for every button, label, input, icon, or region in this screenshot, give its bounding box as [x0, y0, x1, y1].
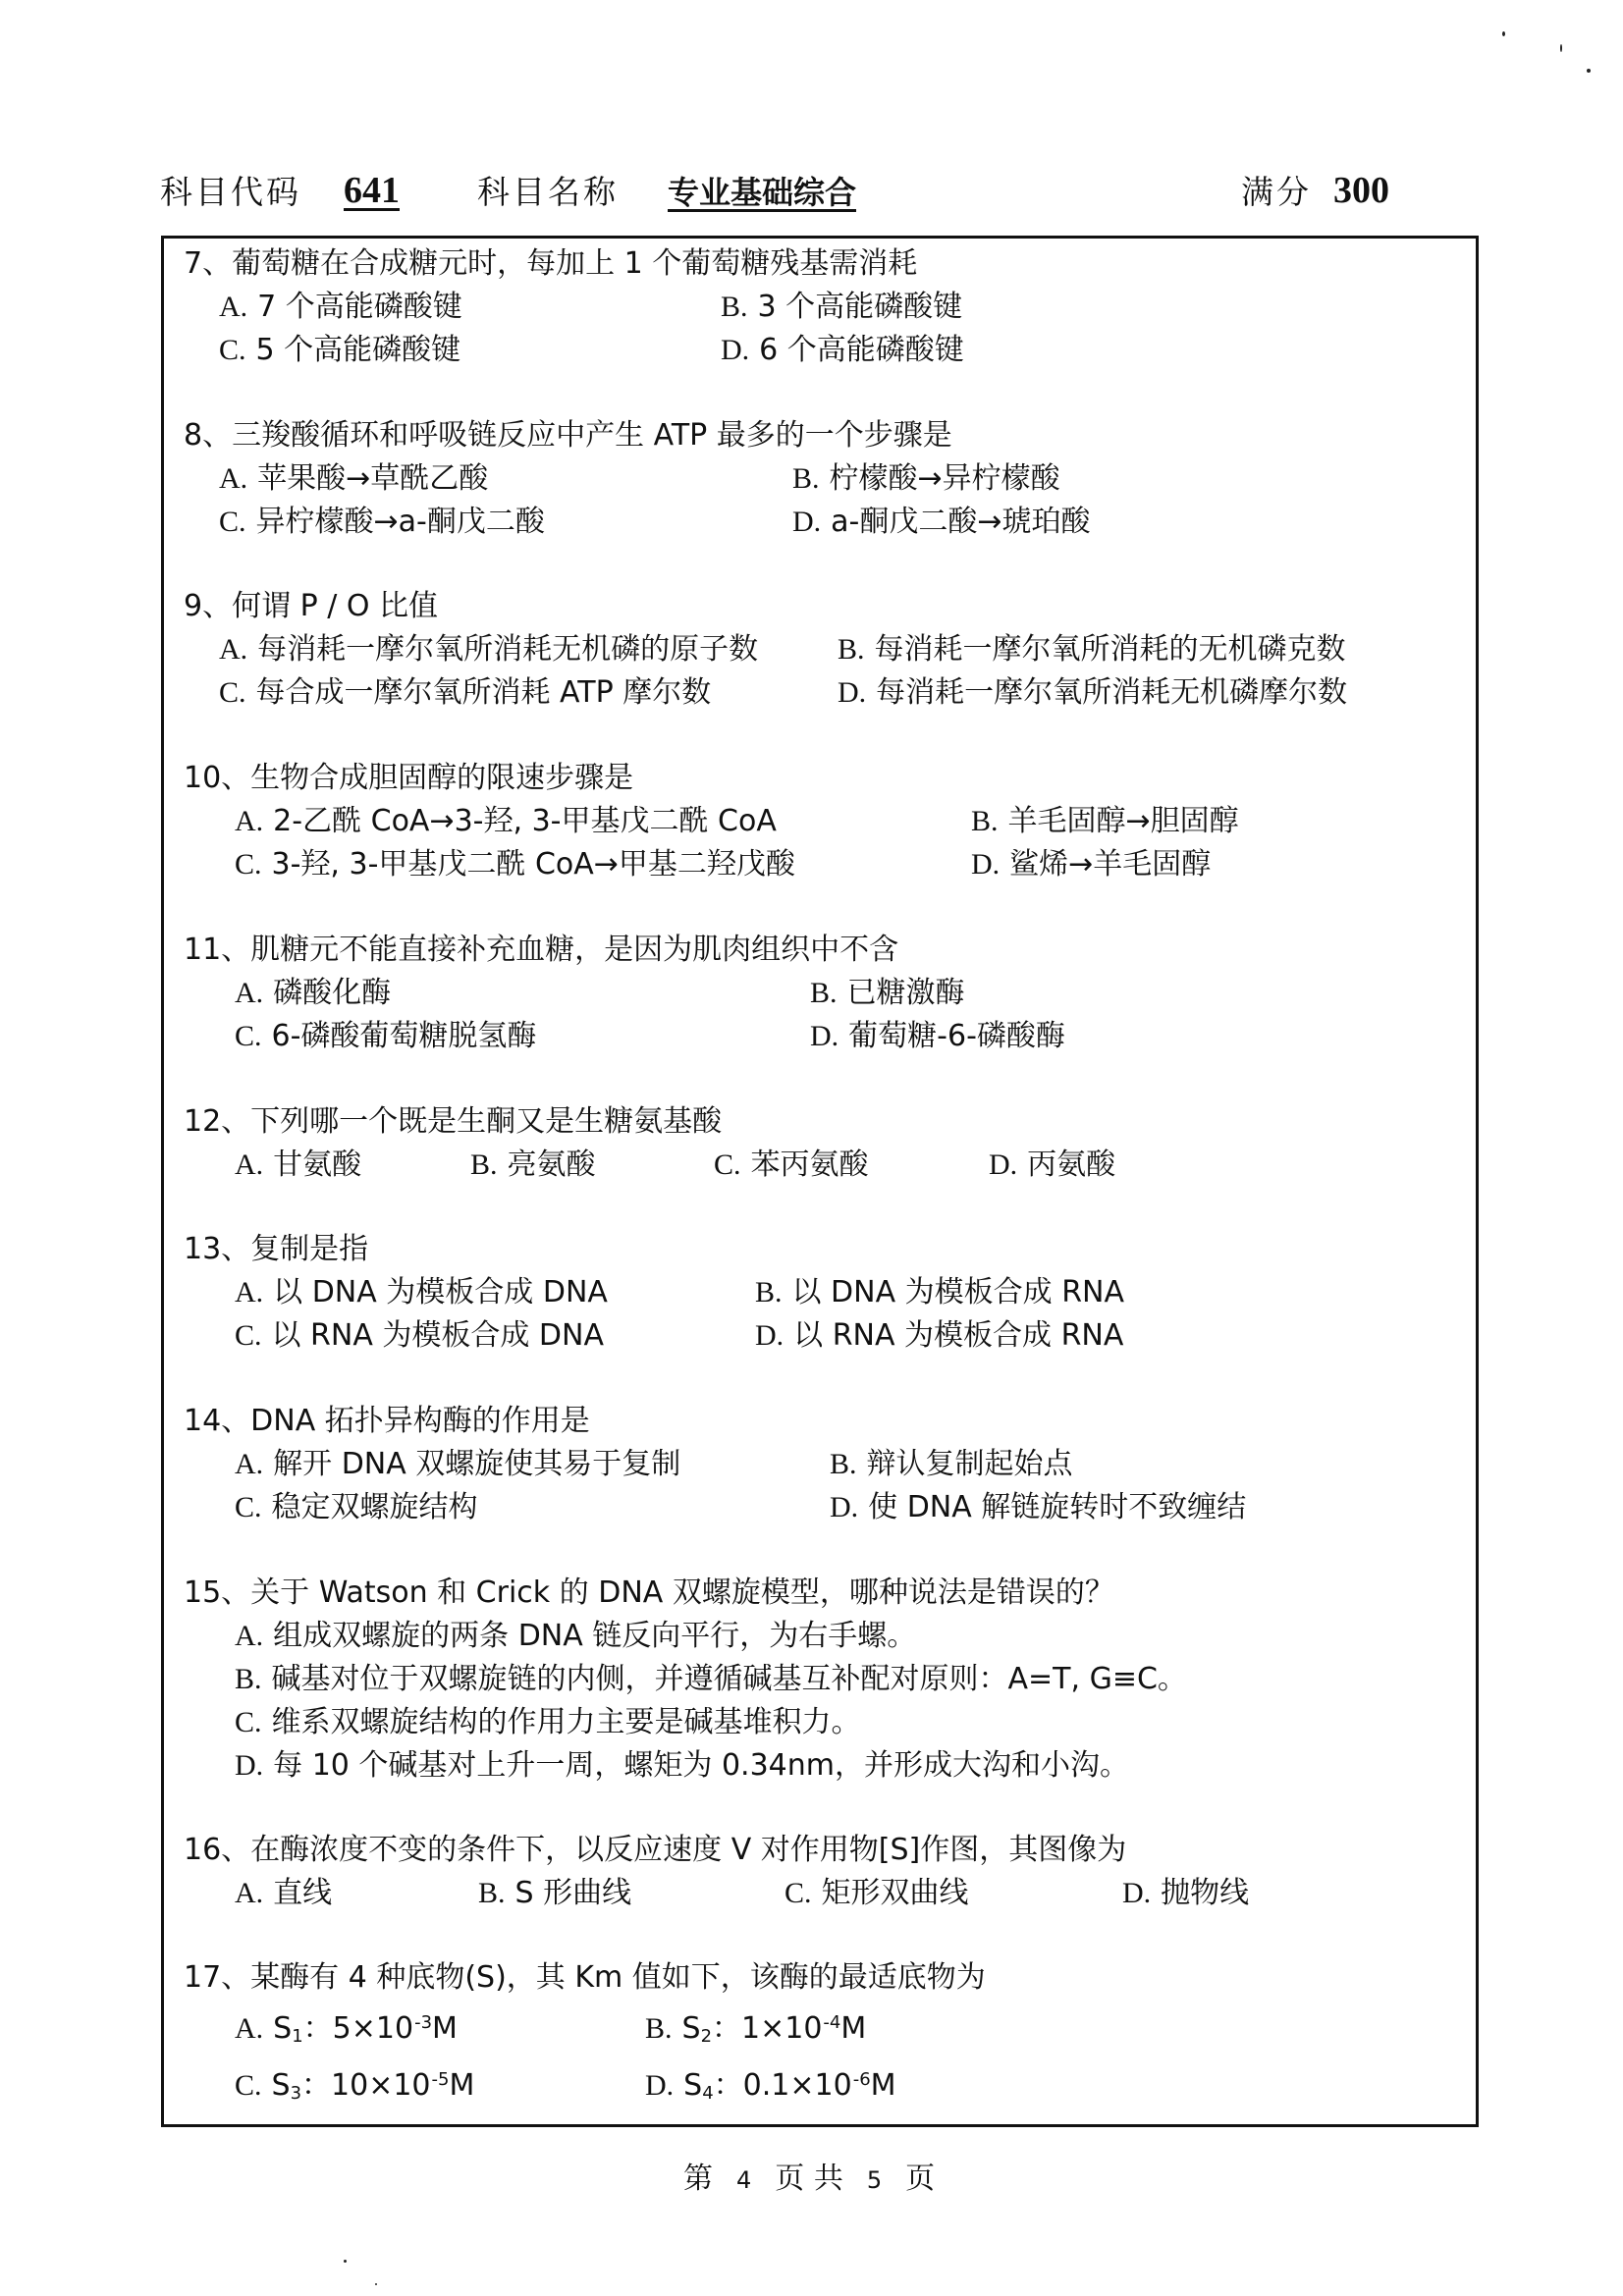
question-stem: 8、三羧酸循环和呼吸链反应中产生 ATP 最多的一个步骤是	[184, 418, 952, 453]
option-d: D. 每 10 个碱基对上升一周，螺矩为 0.34nm，并形成大沟和小沟。	[235, 1748, 1129, 1783]
scan-speck	[375, 2283, 377, 2285]
option-c: C. 矩形双曲线	[784, 1876, 969, 1910]
full-score: 300	[1333, 170, 1389, 211]
subject-name-label: 科目名称	[477, 173, 619, 211]
total-pages: 5	[866, 2166, 883, 2194]
option-b: B. 以 DNA 为模板合成 RNA	[755, 1275, 1124, 1309]
option-d: D. $S_4$：$0.1\times 10^{-6}M$	[645, 2068, 896, 2104]
option-a: A. 每消耗一摩尔氧所消耗无机磷的原子数	[219, 632, 759, 667]
question-stem: 15、关于 Watson 和 Crick 的 DNA 双螺旋模型，哪种说法是错误的？	[184, 1575, 1114, 1610]
option-c: C. 6-磷酸葡萄糖脱氢酶	[235, 1019, 537, 1053]
exam-header	[160, 167, 1476, 226]
option-c: C. 稳定双螺旋结构	[235, 1490, 478, 1524]
option-d: D. 丙氨酸	[989, 1148, 1116, 1182]
option-d: D. 抛物线	[1122, 1876, 1250, 1910]
question-stem: 10、生物合成胆固醇的限速步骤是	[184, 761, 634, 795]
page-indicator: 第 4 页 共 5 页	[683, 2162, 936, 2196]
option-a: A. 2-乙酰 CoA→3-羟, 3-甲基戊二酰 CoA	[235, 804, 777, 838]
scan-speck	[1587, 69, 1591, 73]
option-b: B. 3 个高能磷酸键	[721, 290, 963, 324]
option-d: D. 每消耗一摩尔氧所消耗无机磷摩尔数	[838, 675, 1348, 710]
option-a: A. 解开 DNA 双螺旋使其易于复制	[235, 1447, 681, 1481]
question-stem: 12、下列哪一个既是生酮又是生糖氨基酸	[184, 1104, 723, 1139]
option-c: C. 维系双螺旋结构的作用力主要是碱基堆积力。	[235, 1705, 861, 1739]
option-b: B. 柠檬酸→异柠檬酸	[792, 461, 1060, 496]
option-d: D. 葡萄糖-6-磷酸酶	[810, 1019, 1065, 1053]
question-stem: 11、肌糖元不能直接补充血糖，是因为肌肉组织中不含	[184, 933, 899, 967]
option-b: B. 每消耗一摩尔氧所消耗的无机磷克数	[838, 632, 1346, 667]
subject-code-label: 科目代码	[160, 173, 301, 211]
option-c: C. 异柠檬酸→a-酮戊二酸	[219, 505, 545, 539]
option-b: B. $S_2$：$1\times 10^{-4}M$	[645, 2011, 867, 2047]
scan-speck	[1502, 31, 1505, 36]
option-c: C. 每合成一摩尔氧所消耗 ATP 摩尔数	[219, 675, 712, 710]
question-stem: 7、葡萄糖在合成糖元时，每加上 1 个葡萄糖残基需消耗	[184, 246, 918, 281]
scan-speck	[1560, 44, 1562, 52]
option-a: A. 苹果酸→草酰乙酸	[219, 461, 489, 496]
question-frame	[161, 236, 1479, 2127]
full-score-label: 满分	[1241, 173, 1312, 211]
option-c: C. 以 RNA 为模板合成 DNA	[235, 1318, 604, 1353]
option-b: B. 已糖激酶	[810, 976, 965, 1010]
option-c: C. 3-羟, 3-甲基戊二酰 CoA→甲基二羟戊酸	[235, 847, 795, 881]
option-c: C. 苯丙氨酸	[714, 1148, 869, 1182]
option-b: B. 碱基对位于双螺旋链的内侧，并遵循碱基互补配对原则：A=T, G≡C。	[235, 1662, 1187, 1696]
option-a: A. 直线	[235, 1876, 333, 1910]
subject-code: 641	[344, 170, 400, 211]
option-a: A. 甘氨酸	[235, 1148, 362, 1182]
option-d: D. 鲨烯→羊毛固醇	[971, 847, 1212, 881]
option-d: D. a-酮戊二酸→琥珀酸	[792, 505, 1091, 539]
option-c: C. $S_3$：$10\times 10^{-5}M$	[235, 2068, 475, 2104]
option-b: B. S 形曲线	[478, 1876, 632, 1910]
option-a: A. $S_1$：$5\times 10^{-3}M$	[235, 2011, 458, 2047]
option-b: B. 羊毛固醇→胆固醇	[971, 804, 1239, 838]
option-a: A. 以 DNA 为模板合成 DNA	[235, 1275, 608, 1309]
option-b: B. 辩认复制起始点	[830, 1447, 1073, 1481]
option-a: A. 磷酸化酶	[235, 976, 392, 1010]
option-d: D. 使 DNA 解链旋转时不致缠结	[830, 1490, 1247, 1524]
scan-speck	[344, 2260, 347, 2263]
option-a: A. 组成双螺旋的两条 DNA 链反向平行，为右手螺。	[235, 1619, 917, 1653]
question-stem: 13、复制是指	[184, 1232, 369, 1266]
question-stem: 16、在酶浓度不变的条件下，以反应速度 V 对作用物[S]作图，其图像为	[184, 1833, 1127, 1867]
option-c: C. 5 个高能磷酸键	[219, 333, 461, 367]
option-a: A. 7 个高能磷酸键	[219, 290, 462, 324]
option-d: D. 以 RNA 为模板合成 RNA	[755, 1318, 1124, 1353]
option-d: D. 6 个高能磷酸键	[721, 333, 964, 367]
question-stem: 14、DNA 拓扑异构酶的作用是	[184, 1404, 590, 1438]
option-b: B. 亮氨酸	[470, 1148, 596, 1182]
question-stem: 9、何谓 P / O 比值	[184, 589, 439, 623]
question-stem: 17、某酶有 4 种底物(S)，其 Km 值如下，该酶的最适底物为	[184, 1960, 986, 1995]
subject-name: 专业基础综合	[668, 174, 857, 211]
current-page: 4	[736, 2166, 752, 2194]
